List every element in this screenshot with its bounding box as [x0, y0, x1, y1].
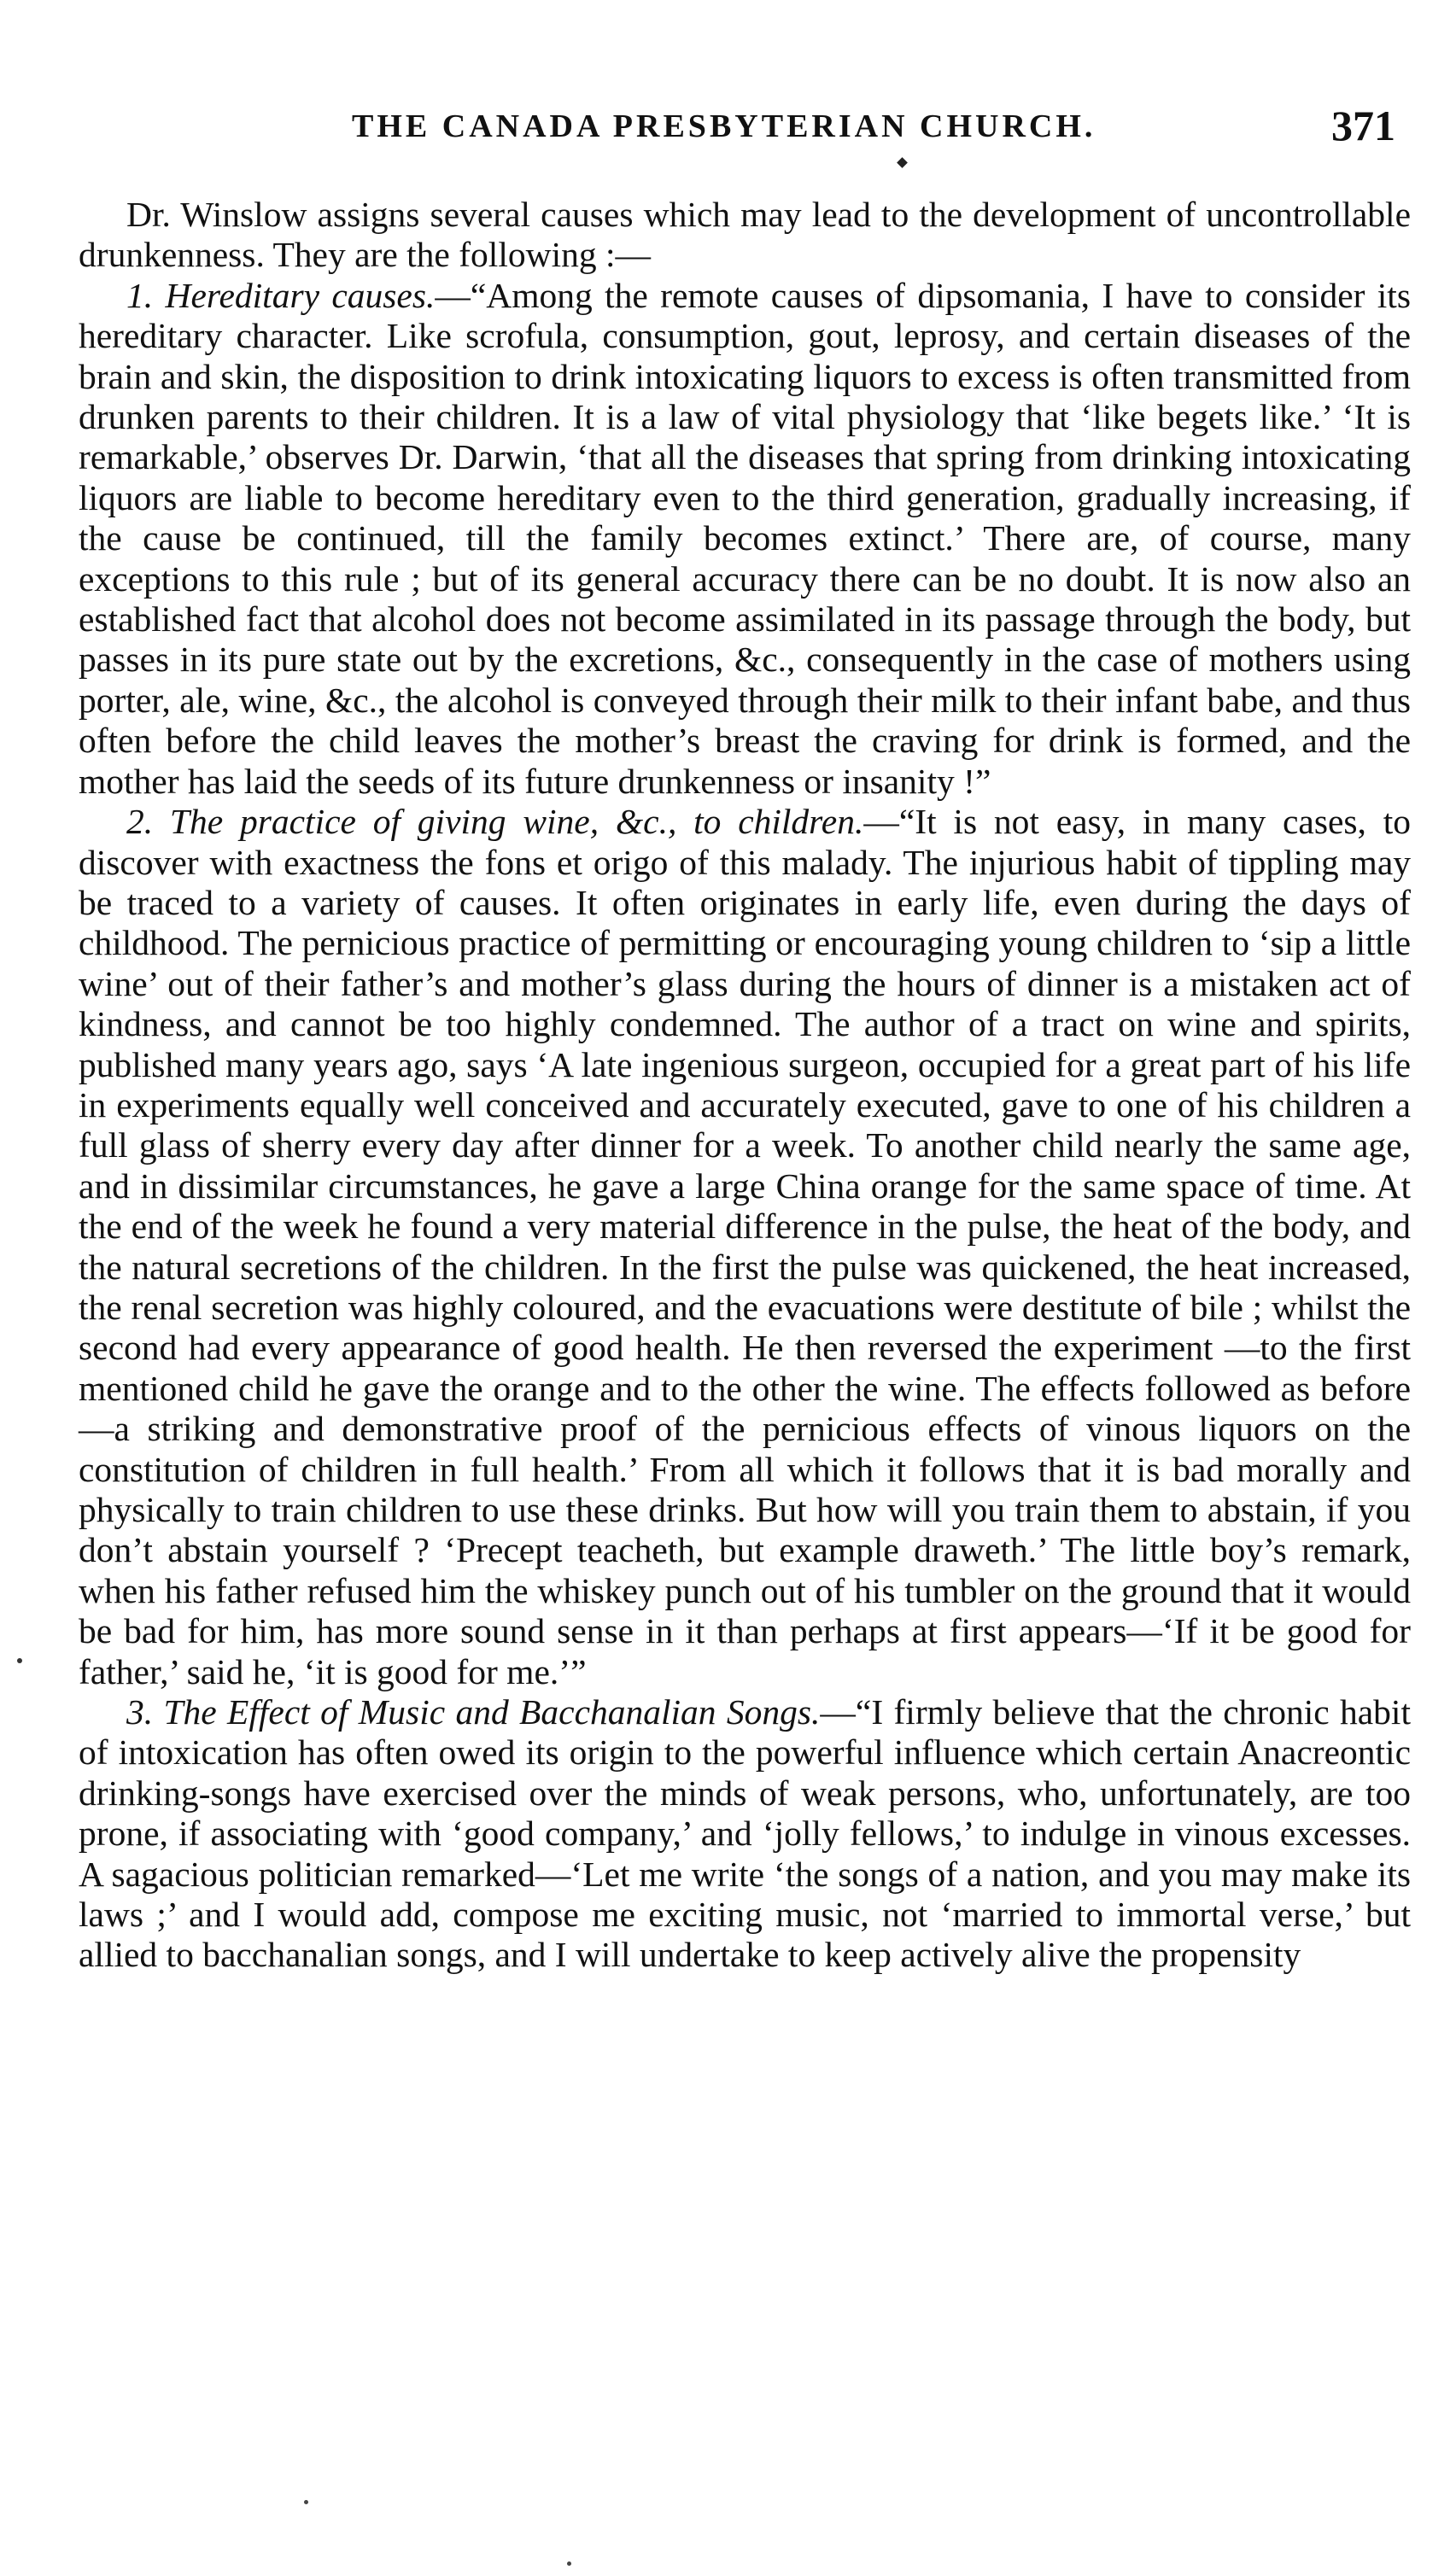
running-title: THE CANADA PRESBYTERIAN CHURCH. [352, 108, 1096, 144]
print-speck [567, 2561, 571, 2566]
paragraph-wine-to-children [79, 802, 1411, 1692]
paragraph-hereditary-causes [79, 276, 1411, 802]
paragraph-intro [79, 195, 1411, 276]
paragraph-music-and-songs [79, 1692, 1411, 1976]
paragraph-body: Dr. Winslow assigns several causes which may lead to the development of uncontrollable drunkenness. They are the following :— [79, 195, 1411, 275]
section-heading: 1. Hereditary causes. [126, 275, 436, 315]
margin-mark [17, 1658, 22, 1663]
paragraph-body: —“Among the remote causes of dipsomania, I have to consider its hereditary character. Like scrofula, consumption, gout, leprosy, and certain diseases of the brain and skin, the disposition to drink intoxicating liquors to excess is often transmitted from drunken parents to their children. It is a law of vital physiology that ‘like begets like.’ ‘It is remarkable,’ observes Dr. Darwin, ‘that all the diseases that spring from drinking intoxicating liquors are liable to become hereditary even to the third generation, gradually increasing, if the cause be continued, till the family becomes extinct.’ There are, of course, many exceptions to this rule ; but of its general accuracy there can be no doubt. It is now also an established fact that alcohol does not become assimilated in its passage through the body, but passes in its pure state out by the excretions, &c., consequently in the case of mothers using porter, ale, wine, &c., the alcohol is conveyed through their milk to their infant babe, and thus often before the child leaves the mother’s breast the craving for drink is formed, and the mother has laid the seeds of its future drunkenness or insanity !” [79, 275, 1411, 801]
paragraph-body: —“It is not easy, in many cases, to discover with exactness the fons et origo of this malady. The injurious habit of tippling may be traced to a variety of causes. It often originates in early life, even during the days of childhood. The pernicious practice of permitting or encouraging young children to ‘sip a little wine’ out of their father’s and mother’s glass during the hours of dinner is a mistaken act of kindness, and cannot be too highly condemned. The author of a tract on wine and spirits, published many years ago, says ‘A late ingenious surgeon, occupied for a great part of his life in experiments equally well conceived and accurately executed, gave to one of his children a full glass of sherry every day after dinner for a week. To another child nearly the same age, and in dissimilar circumstances, he gave a large China orange for the same space of time. At the end of the week he found a very material difference in the pulse, the heat of the body, and the natural secretions of the children. In the first the pulse was quickened, the heat increased, the renal secretion was highly coloured, and the evacuations were destitute of bile ; whilst the second had every appearance of good health. He then reversed the experiment —to the first mentioned child he gave the orange and to the other the wine. The effects followed as before—a striking and demonstrative proof of the pernicious effects of vinous liquors on the constitution of children in full health.’ From all which it follows that it is bad morally and physically to train children to use these drinks. But how will you train them to abstain, if you don’t abstain yourself ? ‘Precept teacheth, but example draweth.’ The little boy’s remark, when his father refused him the whiskey punch out of his tumbler on the ground that it would be bad for him, has more sound sense in it than perhaps at first appears—‘If it be good for father,’ said he, ‘it is good for me.’” [79, 802, 1412, 1691]
section-heading: 3. The Effect of Music and Bacchanalian Songs. [126, 1692, 821, 1732]
header-ornament [897, 157, 908, 168]
print-speck [304, 2500, 308, 2504]
paragraph-body: —“I firmly believe that the chronic habit of intoxication has often owed its origin to the powerful influence which certain Anacreontic drinking-songs have exercised over the minds of weak persons, who, unfortunately, are too prone, if associating with ‘good company,’ and ‘jolly fellows,’ to indulge in vinous excesses. A sagacious politician remarked—‘Let me write ‘the songs of a nation, and you may make its laws ;’ and I would add, compose me exciting music, not ‘married to immortal verse,’ but allied to bacchanalian songs, and I will undertake to keep actively alive the propensity [79, 1692, 1411, 1975]
body-text [79, 195, 1411, 1976]
page-number: 371 [1331, 102, 1395, 149]
section-heading: 2. The practice of giving wine, &c., to children. [126, 802, 864, 842]
running-header [79, 101, 1411, 152]
